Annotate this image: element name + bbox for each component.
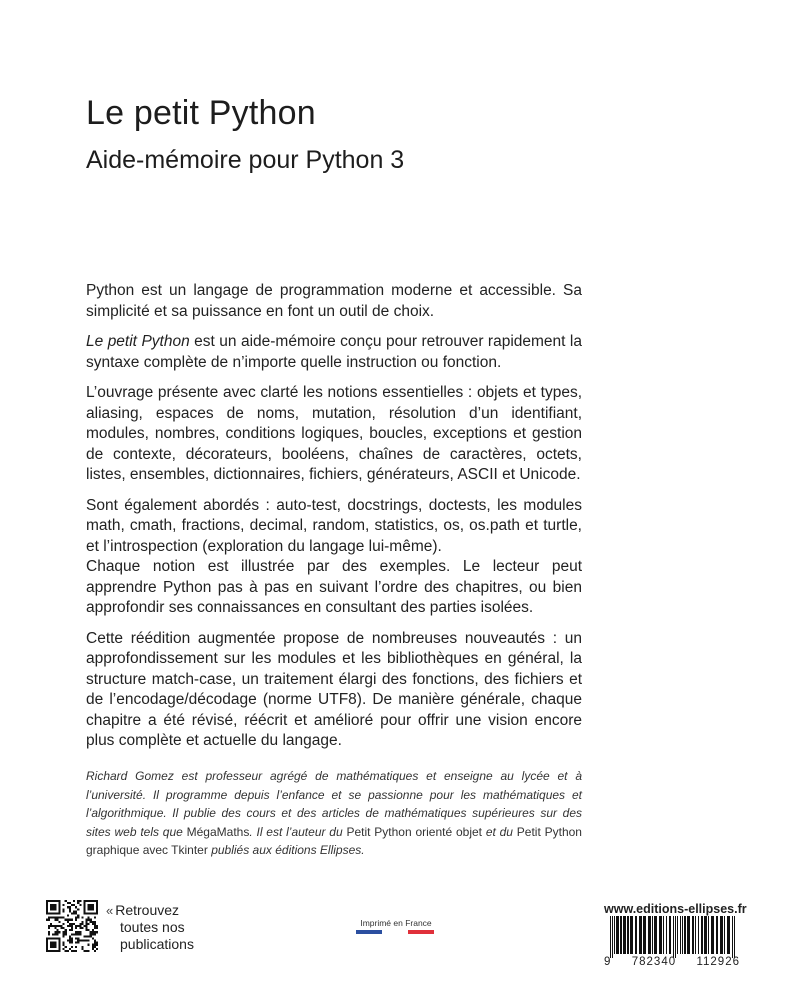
author-bio-text: Richard Gomez est professeur agrégé de mathématiques et enseigne au lycée et à l’université. Il programme depuis l’enfance et se passionne pour les mathématiques et l’algorithmique. Il publie des cours et des articles de mathématiques supérieures sur des sites web tels que (86, 769, 582, 839)
isbn-group-2: 112926 (696, 956, 740, 968)
book-ref-2-suffix: graphique avec Tkinter (86, 843, 208, 857)
paragraph-purpose-text: est un aide-mémoire conçu pour retrouver rapidement la syntaxe complète de n’importe quelle instruction ou fonction. (86, 333, 582, 371)
retrouvez-label-3: publications (120, 936, 194, 952)
paragraph-intro: Python est un langage de programmation moderne et accessible. Sa simplicité et sa puissance en font un outil de choix. (86, 282, 582, 320)
author-bio-text-2: . Il est l’auteur du (249, 824, 347, 839)
paragraph-new-edition: Cette réédition augmentée propose de nombreuses nouveautés : un approfondissement sur les modules et les bibliothèques en général, la structure match-case, un traitement élargi des fonctions, des fichiers et de l’encodage/décodage (norme UTF8). De manière générale, chaque chapitre a été révisé, réécrit et amélioré pour offrir une vision encore plus complète et actuelle du langage. (86, 629, 582, 749)
printed-in-france (356, 918, 436, 934)
book-ref-1: Petit Python (346, 824, 412, 839)
publications-link[interactable] (106, 902, 194, 953)
paragraph-also: Sont également abordés : auto-test, docstrings, doctests, les modules math, cmath, fractions, decimal, random, statistics, os, os.path et turtle, et l’introspection (exploration du langage lui-même). (86, 496, 582, 555)
isbn-number (604, 956, 740, 968)
site-name: MégaMaths (186, 824, 250, 839)
back-cover-description (86, 281, 582, 762)
book-title: Le petit Python (86, 94, 316, 132)
chevron-left-icon: « (106, 903, 114, 918)
qr-code-icon[interactable] (46, 900, 98, 952)
book-subtitle: Aide-mémoire pour Python 3 (86, 146, 405, 174)
paragraph-examples: Chaque notion est illustrée par des exemples. Le lecteur peut apprendre Python pas à pas en suivant l’ordre des chapitres, ou bien approfondir ses connaissances en consultant des parties isolées. (86, 558, 582, 616)
book-title-inline: Le petit Python (86, 333, 190, 350)
author-bio (86, 767, 582, 860)
book-ref-2: Petit Python (512, 824, 582, 839)
paragraph-purpose (86, 332, 582, 373)
publisher-website[interactable]: www.editions-ellipses.fr (604, 902, 747, 916)
isbn-prefix: 9 (604, 956, 612, 968)
author-bio-publisher: publiés aux éditions Ellipses. (207, 843, 365, 857)
french-flag-icon (356, 930, 434, 934)
retrouvez-label-2: toutes nos (120, 919, 185, 935)
book-ref-1-suffix: orienté objet (411, 824, 486, 839)
isbn-barcode (604, 916, 740, 958)
printed-label: Imprimé en France (360, 918, 432, 928)
paragraph-notions: L’ouvrage présente avec clarté les notions essentielles : objets et types, aliasing, espaces de noms, mutation, résolution d’un identifiant, modules, nombres, conditions logiques, boucles, exceptions et gestion de contexte, décorateurs, booléens, chaînes de caractères, octets, listes, ensembles, dictionnaires, fichiers, générateurs, ASCII et Unicode. (86, 384, 582, 483)
isbn-group-1: 782340 (631, 956, 677, 968)
author-bio-connector: et du (485, 824, 513, 839)
retrouvez-label: Retrouvez (115, 902, 180, 918)
